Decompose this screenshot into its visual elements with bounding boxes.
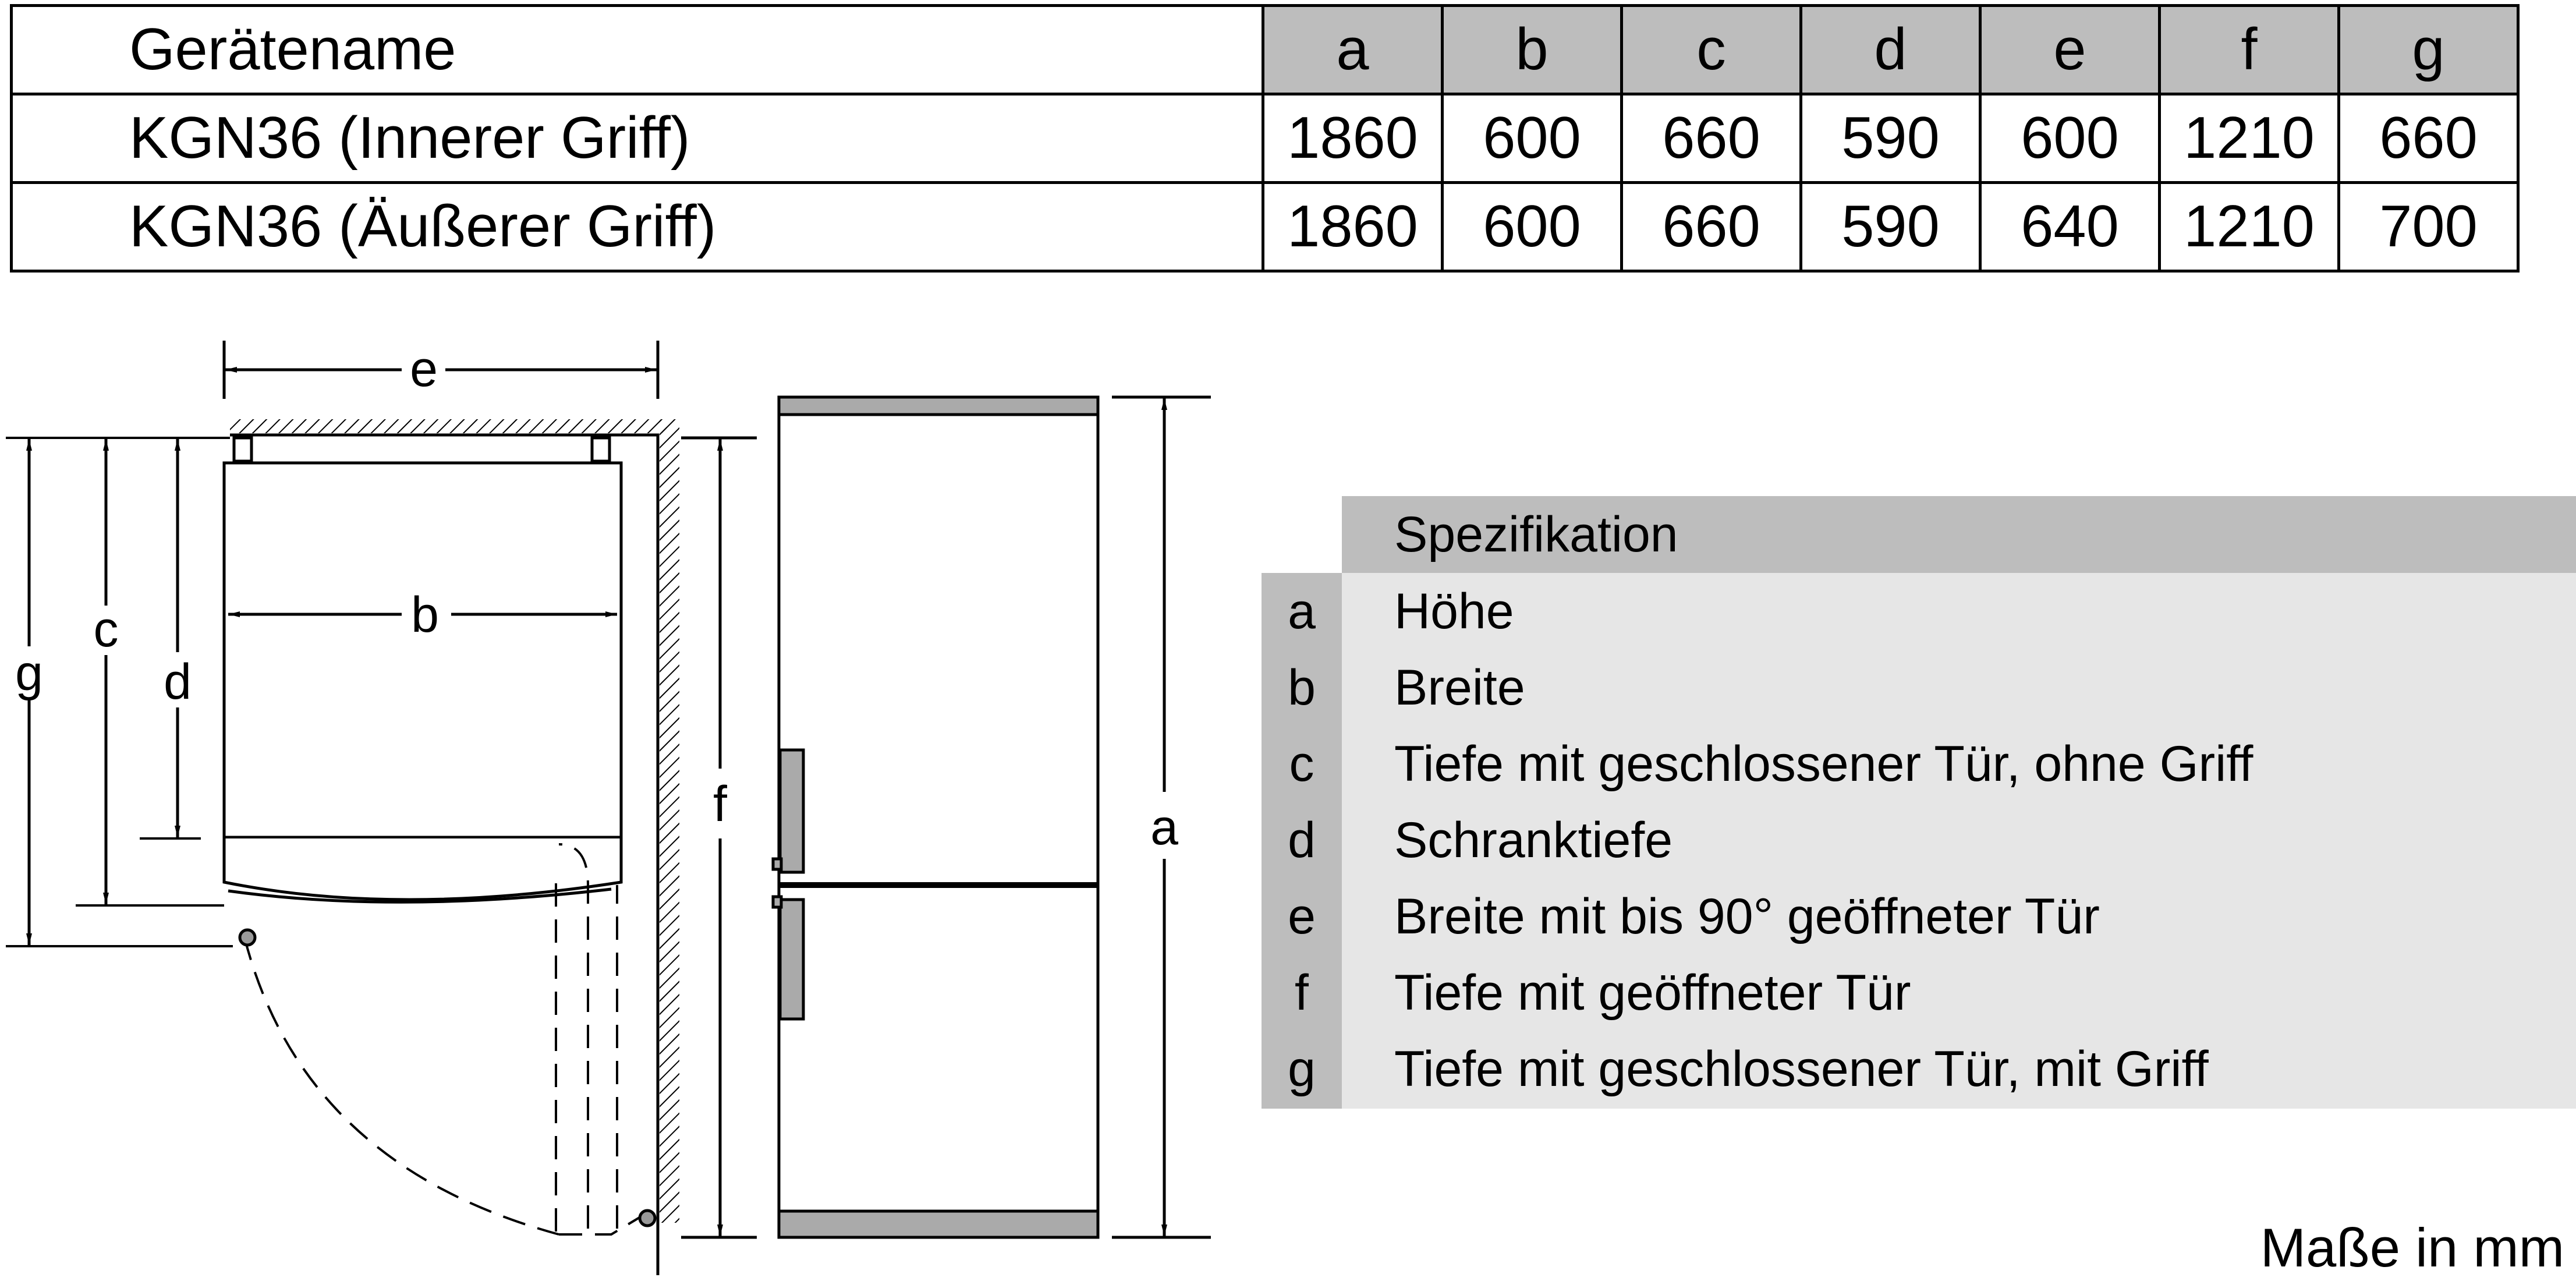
- col-header-c: c: [1622, 6, 1801, 94]
- col-header-a: a: [1263, 6, 1443, 94]
- dimension-e: [224, 341, 658, 399]
- legend-item: [1262, 802, 2576, 878]
- dimension-f: [681, 438, 757, 1237]
- table-cell: 660: [1622, 94, 1801, 183]
- legend-item: [1262, 1031, 2576, 1107]
- legend-item: [1262, 649, 2576, 726]
- table-cell: 1210: [2160, 183, 2339, 271]
- legend-description: Breite: [1394, 659, 1525, 716]
- legend-description: Tiefe mit geöffneter Tür: [1394, 964, 1911, 1021]
- label-e: e: [410, 341, 438, 397]
- label-f: f: [713, 776, 727, 832]
- specification-title: Spezifikation: [1394, 507, 1678, 562]
- legend-item: [1262, 878, 2576, 954]
- label-b: b: [411, 587, 439, 643]
- specification-body: [1262, 573, 2576, 1109]
- label-g: g: [15, 645, 43, 701]
- table-cell: 700: [2339, 183, 2518, 271]
- legend-letter: c: [1289, 735, 1314, 792]
- fridge-front-view: [779, 397, 1098, 1237]
- legend-description: Tiefe mit geschlossener Tür, ohne Griff: [1394, 735, 2253, 792]
- table-row: [12, 183, 2518, 271]
- label-a: a: [1150, 799, 1178, 855]
- col-header-b: b: [1443, 6, 1622, 94]
- legend-item: [1262, 954, 2576, 1031]
- legend-letter: g: [1288, 1041, 1316, 1097]
- table-cell: 1860: [1263, 94, 1443, 183]
- units-note: Maße in mm: [2260, 1217, 2564, 1278]
- legend-letter: b: [1288, 659, 1316, 716]
- table-cell: 600: [1443, 94, 1622, 183]
- table-cell: 1210: [2160, 94, 2339, 183]
- table-header-row: [12, 6, 2518, 94]
- label-d: d: [164, 654, 192, 710]
- table-cell: 600: [1443, 183, 1622, 271]
- legend-letter: f: [1295, 964, 1309, 1021]
- table-cell: 590: [1801, 94, 1980, 183]
- table-cell: 600: [1980, 94, 2160, 183]
- specification-header: [1342, 496, 2576, 573]
- table-cell: 640: [1980, 183, 2160, 271]
- legend-letter: d: [1288, 812, 1316, 868]
- table-cell: 590: [1801, 183, 1980, 271]
- legend-letter: e: [1288, 888, 1316, 944]
- hinge-pin-right: [640, 1211, 655, 1226]
- label-c: c: [93, 601, 119, 657]
- col-header-f: f: [2160, 6, 2339, 94]
- legend-description: Schranktiefe: [1394, 812, 1673, 868]
- table-cell: 1860: [1263, 183, 1443, 271]
- dimensions-table: [10, 4, 2520, 273]
- col-header-e: e: [1980, 6, 2160, 94]
- table-row: [12, 94, 2518, 183]
- fridge-top-view: [224, 438, 621, 902]
- legend-description: Höhe: [1394, 583, 1514, 639]
- legend-item: [1262, 573, 2576, 649]
- legend-item: [1262, 726, 2576, 802]
- legend-description: Breite mit bis 90° geöffneter Tür: [1394, 888, 2100, 944]
- hinge-pin-left: [240, 930, 255, 945]
- table-cell: 660: [1622, 183, 1801, 271]
- legend-letter: a: [1288, 583, 1316, 639]
- col-header-g: g: [2339, 6, 2518, 94]
- device-name-header: Gerätename: [12, 6, 1263, 94]
- device-name: KGN36 (Äußerer Griff): [12, 183, 1263, 271]
- table-cell: 660: [2339, 94, 2518, 183]
- col-header-d: d: [1801, 6, 1980, 94]
- dimension-drawing: [0, 314, 1252, 1281]
- legend-description: Tiefe mit geschlossener Tür, mit Griff: [1394, 1041, 2209, 1097]
- device-name: KGN36 (Innerer Griff): [12, 94, 1263, 183]
